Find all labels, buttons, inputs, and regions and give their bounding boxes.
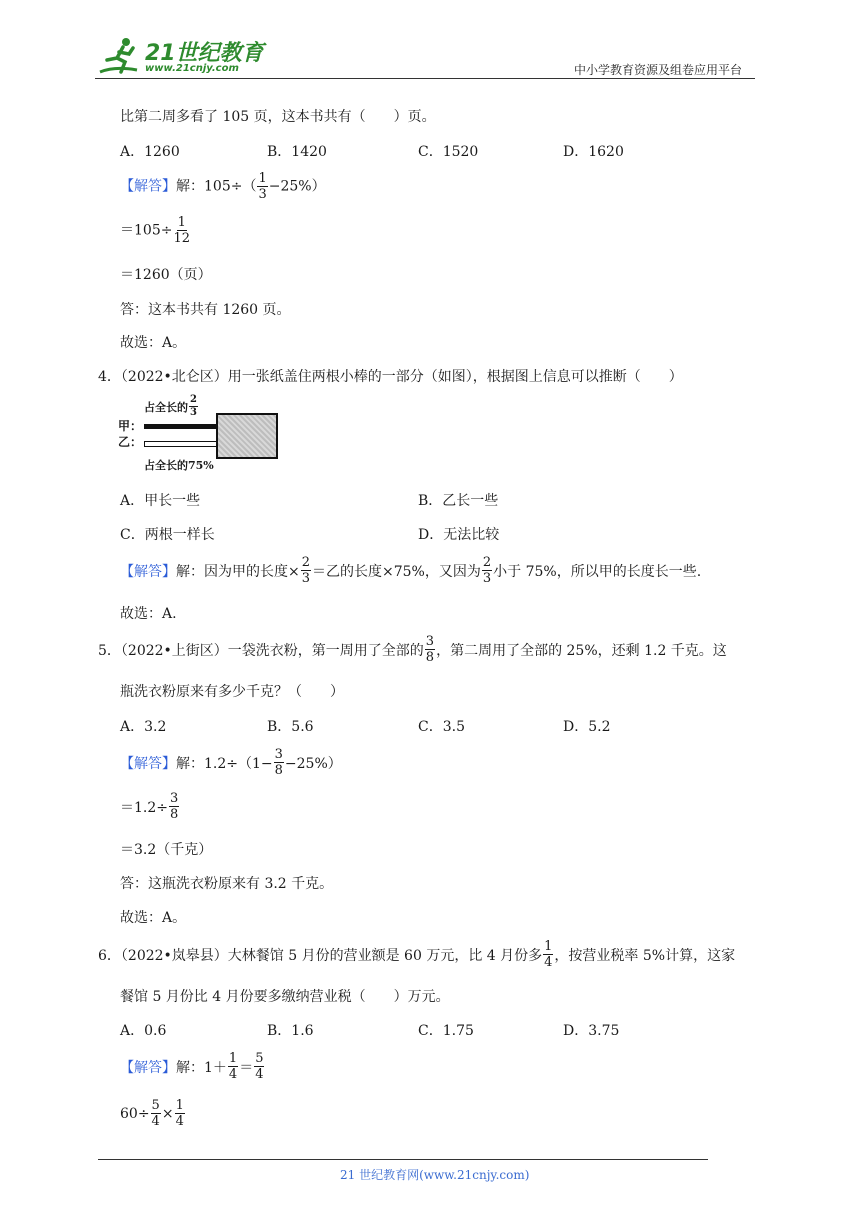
q4-option-b: B．乙长一些 (418, 493, 499, 509)
q3-solution-line-2: ＝105÷ $\frac{1}{12}$ (120, 215, 190, 246)
q6-solution-line-1: 【解答】 解：1＋ $\frac{1}{4}$ ＝ $\frac{5}{4}$ (120, 1051, 264, 1082)
paper-cover (216, 413, 278, 459)
fraction: $\frac{5}{4}$ (255, 1051, 264, 1082)
platform-title: 中小学教育资源及组卷应用平台 (574, 63, 743, 77)
q5-solution-tag: 【解答】 (120, 755, 176, 772)
q5-choice: 故选：A。 (120, 910, 187, 926)
q5-stem-line-2: 瓶洗衣粉原来有多少千克？（ ） (120, 684, 344, 700)
q5-option-a: A．3.2 (120, 719, 167, 735)
q4-option-c: C．两根一样长 (120, 527, 215, 543)
q5-solution-line-3: ＝3.2（千克） (120, 842, 213, 858)
q6-stem-line-2: 餐馆 5 月份比 4 月份要多缴纳营业税（ ）万元。 (120, 989, 450, 1005)
q6-option-c: C．1.75 (418, 1023, 474, 1039)
q6-option-b: B．1.6 (267, 1023, 314, 1039)
q5-answer: 答：这瓶洗衣粉原来有 3.2 千克。 (120, 876, 334, 892)
q6-solution-line-2: 60÷ $\frac{5}{4}$ × $\frac{1}{4}$ (120, 1098, 184, 1129)
fraction: $\frac{3}{8}$ (425, 634, 435, 665)
fraction: $\frac{1}{4}$ (228, 1051, 238, 1082)
fraction: $\frac{1}{4}$ (544, 939, 553, 970)
fraction: $\frac{2}{3}$ (190, 394, 197, 418)
q3-solution-line-1: 【解答】解：105÷（ $\frac{1}{3}$ −25%） (120, 171, 326, 202)
logo-main-text: 21世纪教育 (145, 41, 264, 66)
q4-choice: 故选：A. (120, 606, 177, 622)
q3-solution-tag: 【解答】 (120, 178, 176, 195)
fraction: $\frac{3}{8}$ (170, 791, 179, 822)
runner-logo-icon (95, 36, 145, 78)
q3-option-a: A．1260 (120, 144, 180, 160)
q3-option-c: C．1520 (418, 144, 479, 160)
q3-choice: 故选：A。 (120, 335, 187, 351)
logo-url-text: www.21cnjy.com (145, 63, 239, 74)
q4-option-d: D．无法比较 (418, 527, 500, 543)
figure-bottom-label: 占全长的75% (144, 459, 214, 472)
q4-stem: 4．（2022•北仑区）用一张纸盖住两根小棒的一部分（如图），根据图上信息可以推断（ ） (98, 369, 683, 385)
q3-option-b: B．1420 (267, 144, 327, 160)
figure-jia-label: 甲： (118, 419, 143, 433)
figure-top-label: 占全长的 $\frac{2}{3}$ (144, 394, 197, 418)
q6-stem-line-1: 6．（2022•岚皋县）大林餐馆 5 月份的营业额是 60 万元，比 4 月份多 $\frac{1}{4}$ ，按营业税率 5%计算，这家 (98, 939, 736, 970)
fraction: $\frac{1}{3}$ (258, 171, 267, 202)
fraction: $\frac{5}{4}$ (151, 1098, 160, 1129)
q5-solution-line-2: ＝1.2÷ $\frac{3}{8}$ (120, 791, 179, 822)
q4-option-a: A．甲长一些 (120, 493, 201, 509)
fraction: $\frac{2}{3}$ (301, 555, 311, 586)
fraction: $\frac{3}{8}$ (274, 747, 283, 778)
q6-solution-tag: 【解答】 (120, 1059, 176, 1076)
q3-stem-tail: 比第二周多看了 105 页，这本书共有（ ）页。 (120, 109, 436, 125)
q5-solution-line-1: 【解答】 解：1.2÷（1− $\frac{3}{8}$ −25%） (120, 747, 342, 778)
footer-text: 21 世纪教育网(www.21cnjy.com) (340, 1168, 530, 1182)
q5-stem-line-1: 5．（2022•上街区）一袋洗衣粉，第一周用了全部的 $\frac{3}{8}$ ，第二周用了全部的 25%，还剩 1.2 千克。这 (98, 634, 727, 665)
header-divider (95, 78, 755, 79)
figure-yi-label: 乙： (118, 435, 143, 449)
q3-answer: 答：这本书共有 1260 页。 (120, 302, 291, 318)
q3-solution-line-3: ＝1260（页） (120, 267, 212, 283)
q6-option-d: D．3.75 (563, 1023, 620, 1039)
q5-option-c: C．3.5 (418, 719, 465, 735)
q6-option-a: A．0.6 (120, 1023, 167, 1039)
q4-figure (118, 393, 280, 475)
fraction: $\frac{1}{12}$ (173, 215, 190, 246)
q5-option-d: D．5.2 (563, 719, 611, 735)
logo (95, 36, 265, 78)
q4-solution-tag: 【解答】 (120, 563, 176, 580)
q5-option-b: B．5.6 (267, 719, 314, 735)
fraction: $\frac{1}{4}$ (175, 1098, 184, 1129)
footer-divider (98, 1159, 708, 1160)
q3-option-d: D．1620 (563, 144, 624, 160)
q4-solution: 【解答】 解：因为甲的长度× $\frac{2}{3}$ ＝乙的长度×75%，又因为 $\frac{2}{3}$ 小于 75%，所以甲的长度长一些. (120, 555, 702, 586)
fraction: $\frac{2}{3}$ (482, 555, 492, 586)
